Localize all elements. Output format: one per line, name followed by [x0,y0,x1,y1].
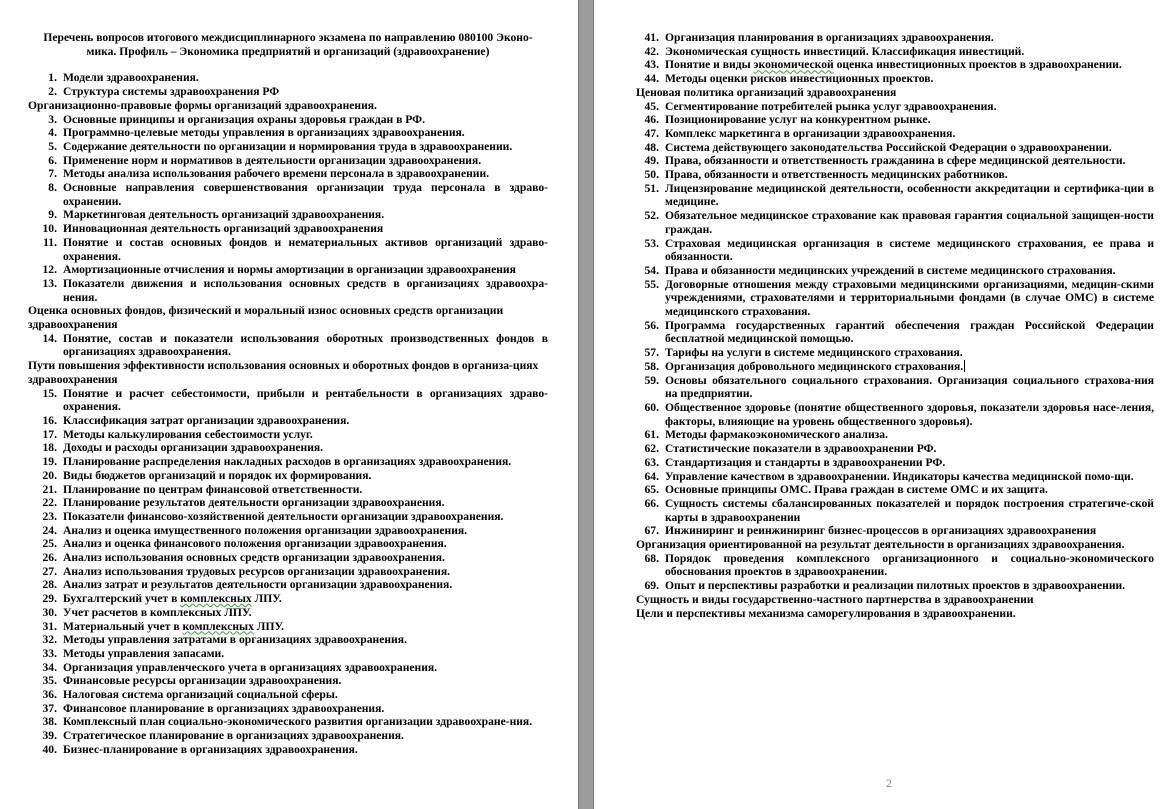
question-text-main: Методы оценки рисков инвестиционных проектов. [665,72,934,86]
question-text [665,374,1154,401]
question-item [28,496,548,510]
question-item [28,428,548,442]
question-item [636,552,1154,579]
question-item [636,127,1154,141]
question-item [28,715,548,729]
question-number: 14. [42,331,57,345]
question-text [63,236,548,263]
question-text [63,496,548,510]
question-list-right [636,31,1154,620]
question-item [28,578,548,592]
question-text [63,633,548,647]
question-number: 33. [42,646,57,660]
question-item [636,524,1154,538]
question-item [636,319,1154,346]
question-item [636,182,1154,209]
question-text-main: Организация добровольного медицинского страхования. [665,359,964,373]
question-text-main: Анализ и оценка имущественного положения организации здравоохранения. [63,523,468,537]
question-text-main: Общественное здоровье (понятие общественного здоровья, показатели здоровья насе-ления, факторы, влияющие на уровень общественного здоровья). [665,400,1154,428]
question-item [28,181,548,208]
question-text-main: Основы обязательного социального страхования. Организация социального страхова-ния на предприятии. [665,373,1154,401]
question-text-main: Анализ использования трудовых ресурсов организации здравоохранения. [63,564,451,578]
spellcheck-flagged-word[interactable]: комплексных [180,592,252,606]
question-number: 63. [644,455,659,469]
question-text-main: Финансовые ресурсы организации здравоохранения. [63,674,342,688]
question-item [636,264,1154,278]
question-item [28,455,548,469]
question-item [636,100,1154,114]
question-item [28,140,548,154]
question-text [63,702,548,716]
question-text-main: Комплекс маркетинга в организации здравоохранения. [665,126,956,140]
question-number: 25. [42,537,57,551]
section-heading: Организация ориентированной на результат деятельности в организациях здравоохранения. [636,538,1125,552]
question-text [63,715,548,729]
question-text [665,278,1154,319]
question-item [636,579,1154,593]
question-number: 6. [48,153,57,167]
question-number: 3. [48,112,57,126]
question-text [665,442,1154,456]
question-item [636,497,1154,524]
question-item [636,72,1154,86]
question-text-main: Программа государственных гарантий обеспечения граждан Российской Федерации бесплатной медицинской помощью. [665,318,1154,346]
question-text [665,552,1154,579]
question-item [28,469,548,483]
question-item [28,674,548,688]
question-text [63,565,548,579]
question-text-main: Права, обязанности и ответственность гражданина в сфере медицинской деятельности. [665,154,1126,168]
question-number: 26. [42,551,57,565]
question-number: 13. [42,276,57,290]
question-number: 65. [644,483,659,497]
question-number: 45. [644,99,659,113]
question-text [63,332,548,359]
question-number: 1. [48,71,57,85]
question-item [28,236,548,263]
question-item [28,154,548,168]
question-text-main: Планирование результатов деятельности организации здравоохранения. [63,496,445,510]
question-item [28,277,548,304]
question-text-main: Методы управления затратами в организациях здравоохранения. [63,633,407,647]
question-text-main: Основные принципы ОМС. Права граждан в системе ОМС и их защита. [665,483,1048,497]
question-number: 58. [644,359,659,373]
question-text-main: Инновационная деятельность организаций здравоохранения [63,222,384,236]
question-item [28,524,548,538]
question-item [636,346,1154,360]
question-number: 31. [42,619,57,633]
question-text [665,346,1154,360]
question-text-main: Договорные отношения между страховыми медицинскими организациями, медицин-скими учреждениями, страхователями и территориальными фондами (в случае ОМС) в системе медицинского страхования. [665,277,1154,319]
question-number: 17. [42,427,57,441]
question-item [636,237,1154,264]
question-item [636,45,1154,59]
question-text-main: Экономическая сущность инвестиций. Классификация инвестиций. [665,44,1025,58]
question-text-main: Комплексный план социально-экономического развития организации здравоохране-ния. [63,715,533,729]
section-heading: Ценовая политика организаций здравоохранения [636,85,897,99]
question-number: 30. [42,605,57,619]
question-item [636,360,1154,374]
question-text [63,578,548,592]
question-text [665,58,1154,72]
question-text [63,743,548,757]
question-text-main: Методы фармакоэкономического анализа. [665,428,888,442]
question-text-main: Применение норм и нормативов в деятельности организации здравоохранения. [63,153,482,167]
question-text-main: Бухгалтерский учет в [63,592,178,606]
question-number: 54. [644,263,659,277]
question-text-main: Страховая медицинская организация в системе медицинского страхования, ее права и обязанности. [665,236,1154,264]
question-text [665,483,1154,497]
question-text [63,620,548,634]
question-text [63,126,548,140]
question-text-main: Анализ использования основных средств организации здравоохранения. [63,551,445,565]
question-number: 5. [48,139,57,153]
question-text [63,551,548,565]
question-text-main: Материальный учет в [63,619,180,633]
question-text-main: Позиционирование услуг на конкурентном рынке. [665,113,931,127]
question-number: 24. [42,523,57,537]
question-text-main: Программно-целевые методы управления в организациях здравоохранения. [63,126,465,140]
question-item [28,729,548,743]
question-text-main: Показатели движения и использования основных средств в организациях здравоохра-нения. [63,276,548,304]
question-text-main: Стандартизация и стандарты в здравоохранении РФ. [665,455,946,469]
question-item [28,688,548,702]
question-text [63,167,548,181]
question-text-main: Опыт и перспективы разработки и реализации пилотных проектов в здравоохранении. [665,579,1126,593]
question-text [63,483,548,497]
question-text-main: Понятие и состав основных фондов и нематериальных активов организаций здраво-охранения. [63,235,548,263]
question-number: 29. [42,592,57,606]
page-gutter [578,0,594,809]
question-item [636,168,1154,182]
question-number: 21. [42,482,57,496]
question-item [636,374,1154,401]
question-item [28,483,548,497]
question-number: 44. [644,72,659,86]
section-heading: Сущность и виды государственно-частного партнерства в здравоохранении [636,592,1034,606]
section-heading: Организационно-правовые формы организаций здравоохранения. [28,98,377,112]
question-text-tail: ЛПУ. [251,592,282,606]
question-item [28,167,548,181]
question-text-main: Понятие и расчет себестоимости, прибыли и рентабельности в организациях здраво-охранения. [63,386,548,414]
question-number: 53. [644,236,659,250]
question-number: 60. [644,400,659,414]
question-text [63,441,548,455]
question-text-main: Порядок проведения комплексного организационного и социально-экономического обоснования проектов в здравоохранении. [665,551,1154,579]
question-item [28,702,548,716]
question-text [63,688,548,702]
question-text-main: Методы анализа использования рабочего времени персонала в здравоохранении. [63,167,490,181]
question-text-main: Тарифы на услуги в системе медицинского страхования. [665,346,963,360]
question-number: 10. [42,222,57,236]
question-item [636,278,1154,319]
question-text-main: Доходы и расходы организации здравоохранения. [63,441,324,455]
question-number: 59. [644,373,659,387]
question-text-main: Понятие, состав и показатели использования оборотных производственных фондов в организациях здравоохранения. [63,331,548,359]
question-number: 23. [42,509,57,523]
question-text-main: Анализ и оценка финансового положения организации здравоохранения. [63,537,447,551]
question-text-main: Амортизационные отчисления и нормы амортизации в организации здравоохранения [63,263,516,277]
question-number: 48. [644,140,659,154]
question-number: 18. [42,441,57,455]
question-item [28,126,548,140]
question-number: 67. [644,524,659,538]
question-text-main: Стратегическое планирование в организациях здравоохранения. [63,729,404,743]
question-text-main: Понятие и виды [665,58,751,72]
question-text [63,277,548,304]
question-text [63,729,548,743]
question-text-main: Управление качеством в здравоохранении. Индикаторы качества медицинской помо-щи. [665,469,1134,483]
question-text [665,100,1154,114]
question-number: 38. [42,715,57,729]
question-item [636,401,1154,428]
question-item [28,592,548,606]
question-text [665,497,1154,524]
question-item [28,332,548,359]
question-text-main: Методы управления запасами. [63,646,225,660]
question-text-main: Планирование распределения накладных расходов в организациях здравоохранения. [63,455,512,469]
question-number: 27. [42,564,57,578]
question-item [636,470,1154,484]
question-text [63,208,548,222]
question-item [636,428,1154,442]
document-page-right[interactable] [594,0,1162,809]
question-text-main: Содержание деятельности по организации и нормирования труда в здравоохранении. [63,139,513,153]
question-text-main: Маркетинговая деятельность организаций здравоохранения. [63,208,385,222]
question-number: 46. [644,113,659,127]
question-item [636,31,1154,45]
question-text [665,319,1154,346]
question-text-main: Инжиниринг и реинжиниринг бизнес-процессов в организациях здравоохранения [665,524,1097,538]
question-text [63,387,548,414]
question-text [63,524,548,538]
question-item [28,222,548,236]
question-text-main: Налоговая система организаций социальной сферы. [63,688,338,702]
question-text-main: Структура системы здравоохранения РФ [63,85,280,99]
question-text-main: Показатели финансово-хозяйственной деятельности организации здравоохранения. [63,509,504,523]
question-text-main: Сущность системы сбалансированных показателей и порядок построения стратегиче-ской карты в здравоохранении [665,496,1154,524]
question-text [665,72,1154,86]
question-number: 37. [42,701,57,715]
question-item [636,58,1154,72]
section-heading: Цели и перспективы механизма саморегулирования в здравоохранении. [636,606,1016,620]
question-text [665,209,1154,236]
question-text-main: Бизнес-планирование в организациях здравоохранения. [63,742,358,756]
question-number: 9. [48,208,57,222]
question-number: 16. [42,413,57,427]
question-item [28,551,548,565]
question-text [665,401,1154,428]
question-text [63,71,548,85]
question-number: 52. [644,209,659,223]
question-text [63,113,548,127]
question-item [28,208,548,222]
question-number: 62. [644,442,659,456]
question-text-main: Основные направления совершенствования организации труда персонала в здраво-охранении. [63,181,548,208]
question-item [636,113,1154,127]
question-number: 68. [644,551,659,565]
question-text [63,674,548,688]
question-number: 57. [644,346,659,360]
question-number: 34. [42,660,57,674]
question-item [28,633,548,647]
document-title: Перечень вопросов итогового междисциплинарного экзамена по направлению 080100 Эконо-мика. Профиль – Экономика предприятий и организаций (здравоохранение) [43,31,533,58]
question-text-main: Модели здравоохранения. [63,71,199,85]
question-text-main: Организация управленческого учета в организациях здравоохранения. [63,660,438,674]
question-number: 69. [644,579,659,593]
spellcheck-flagged-word[interactable]: экономической [753,58,834,72]
question-text [63,140,548,154]
question-item [636,483,1154,497]
question-item [28,71,548,85]
question-number: 36. [42,688,57,702]
question-item [636,209,1154,236]
question-text [63,455,548,469]
question-item [28,647,548,661]
text-cursor [964,360,965,372]
question-list-left [28,71,548,756]
question-text-main: Финансовое планирование в организациях здравоохранения. [63,701,385,715]
question-text [63,510,548,524]
question-number: 2. [48,85,57,99]
question-number: 20. [42,468,57,482]
question-text [665,141,1154,155]
page-number: 2 [886,776,892,790]
section-heading: Пути повышения эффективности использования основных и оборотных фондов в организа-циях здравоохранения [28,359,539,386]
question-text [63,537,548,551]
question-number: 49. [644,154,659,168]
question-text-main: Планирование по центрам финансовой ответственности. [63,482,363,496]
question-item [636,442,1154,456]
question-text [665,470,1154,484]
question-number: 15. [42,386,57,400]
question-text [665,168,1154,182]
question-number: 12. [42,263,57,277]
question-number: 35. [42,674,57,688]
question-text [63,661,548,675]
question-text [63,181,548,208]
question-number: 55. [644,277,659,291]
question-text-main: Методы калькулирования себестоимости услуг. [63,427,313,441]
question-text [63,85,548,99]
question-item [28,441,548,455]
question-item [28,414,548,428]
question-number: 7. [48,167,57,181]
question-item [28,113,548,127]
question-text [665,264,1154,278]
question-text [63,414,548,428]
question-text [665,360,1154,374]
question-item [28,661,548,675]
question-number: 11. [43,235,57,249]
question-text [665,524,1154,538]
question-text-main: Виды бюджетов организаций и порядок их формирования. [63,468,372,482]
question-item [28,537,548,551]
question-text [63,606,548,620]
question-item [28,510,548,524]
question-number: 28. [42,578,57,592]
question-number: 39. [42,729,57,743]
question-text [665,127,1154,141]
question-text-tail: оценка инвестиционных проектов в здравоохранении. [833,58,1122,72]
question-text [665,154,1154,168]
question-text-main: Система действующего законодательства Российской Федерации о здравоохранении. [665,140,1112,154]
question-text-tail: ЛПУ. [253,619,284,633]
spellcheck-flagged-word[interactable]: комплексных [182,619,254,633]
question-number: 4. [48,126,57,140]
question-number: 64. [644,469,659,483]
question-number: 50. [644,168,659,182]
question-number: 41. [644,31,659,44]
question-number: 66. [644,496,659,510]
question-text [63,428,548,442]
question-text-main: Организация планирования в организациях здравоохранения. [665,31,994,44]
question-number: 56. [644,318,659,332]
question-text-main: Статистические показатели в здравоохранении РФ. [665,442,937,456]
question-text-main: Классификация затрат организации здравоохранения. [63,413,350,427]
question-item [28,387,548,414]
question-text [63,263,548,277]
question-number: 8. [48,181,57,195]
question-item [28,620,548,634]
question-text [665,428,1154,442]
question-number: 19. [42,455,57,469]
question-item [28,263,548,277]
question-number: 61. [644,428,659,442]
question-text [665,113,1154,127]
question-item [636,456,1154,470]
question-text-main: Сегментирование потребителей рынка услуг здравоохранения. [665,99,997,113]
question-number: 47. [644,126,659,140]
question-item [636,154,1154,168]
question-text [63,592,548,606]
question-text [665,456,1154,470]
question-text [63,154,548,168]
question-item [28,85,548,99]
question-text [665,31,1154,45]
question-text-main: Учет расчетов в комплексных ЛПУ. [63,605,252,619]
question-number: 22. [42,496,57,510]
question-text [665,45,1154,59]
question-item [28,743,548,757]
question-text-main: Права и обязанности медицинских учреждений в системе медицинского страхования. [665,263,1116,277]
question-item [28,606,548,620]
document-page-left[interactable] [0,0,578,809]
question-text [665,579,1154,593]
question-text-main: Анализ затрат и результатов деятельности организации здравоохранения. [63,578,453,592]
question-text [63,469,548,483]
question-text-main: Права, обязанности и ответственность медицинских работников. [665,168,1008,182]
section-heading: Оценка основных фондов, физический и моральный износ основных средств организации здравоохранения [28,304,504,332]
question-text [63,222,548,236]
question-text-main: Обязательное медицинское страхование как правовая гарантия социальной защищен-ности граждан. [665,209,1154,236]
question-text-main: Основные принципы и организация охраны здоровья граждан в РФ. [63,112,425,126]
question-number: 32. [42,633,57,647]
question-number: 42. [644,44,659,58]
question-text [665,182,1154,209]
page-gutter-edge-left [578,0,579,809]
question-text [665,237,1154,264]
question-text [63,647,548,661]
question-number: 40. [42,742,57,756]
question-item [28,565,548,579]
question-text-main: Лицензирование медицинской деятельности, особенности аккредитации и сертифика-ции в медицине. [665,181,1154,209]
question-number: 43. [644,58,659,72]
question-item [636,141,1154,155]
question-number: 51. [644,181,659,195]
